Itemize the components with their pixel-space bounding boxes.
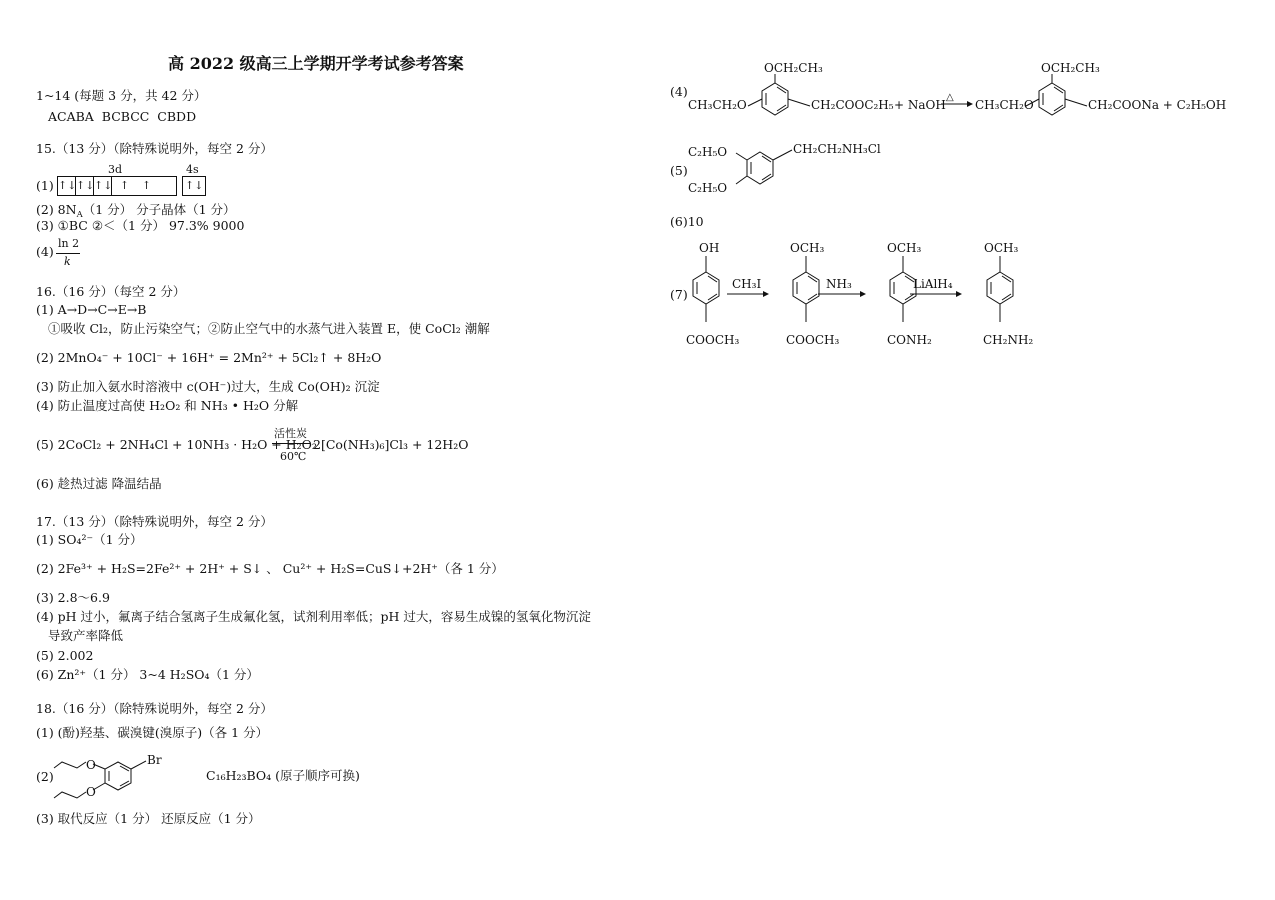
q15-header: 15.（13 分）（除特殊说明外，每空 2 分） (36, 141, 273, 156)
p7-bottom-2: COOCH₃ (786, 333, 840, 347)
q18-header: 18.（16 分）（除特殊说明外，每空 2 分） (36, 701, 273, 716)
p7-top-1: OH (699, 241, 720, 255)
fraction-denominator: k (64, 255, 71, 268)
q18-p7-scheme (660, 230, 1060, 360)
p7-bottom-4: CH₂NH₂ (983, 333, 1034, 347)
q18-p1: (1) (酚)羟基、碳溴键(溴原子)（各 1 分） (36, 725, 269, 740)
q18-p7-label: (7) (670, 287, 688, 302)
q18-p3: (3) 取代反应（1 分） 还原反应（1 分） (36, 811, 261, 826)
q18-p4-label: (4) (670, 84, 688, 99)
p7-reagent-2: NH₃ (826, 277, 852, 291)
p7-bottom-1: COOCH₃ (686, 333, 740, 347)
p5-side: CH₂CH₂NH₃Cl (793, 142, 881, 156)
bromine-label: Br (147, 753, 162, 767)
q16-p1: (1) A→D→C→E→B (36, 302, 147, 317)
q16-p4: (4) 防止温度过高使 H₂O₂ 和 NH₃ • H₂O 分解 (36, 398, 299, 413)
fraction-numerator: ln 2 (58, 237, 80, 250)
p7-compound-4 (983, 241, 1033, 347)
q17-p5: (5) 2.002 (36, 648, 94, 663)
p7-reagent-1: CH₃I (732, 277, 762, 291)
q17-p6: (6) Zn²⁺（1 分） 3~4 H₂SO₄（1 分） (36, 667, 259, 682)
p4-left-2: CH₃CH₂O (975, 98, 1034, 112)
p4-ethoxy-2: OCH₂CH₃ (1041, 61, 1100, 75)
p7-reagent-3: LiAlH₄ (913, 277, 953, 291)
orbital-cell: ↑↓ (94, 177, 112, 195)
q15-p2: (2) $8N_A(1$ 分） 分子晶体（1 分） (36, 202, 236, 220)
svg-text:O: O (86, 758, 96, 772)
q17-p3: (3) 2.8～6.9 (36, 590, 110, 605)
orbital-cell: ↑↓ (76, 177, 94, 195)
q17-p2: (2) 2Fe³⁺ + H₂S=2Fe²⁺ + 2H⁺ + S↓ 、 Cu²⁺ + H₂S=CuS↓+2H⁺（各 1 分） (36, 561, 504, 576)
page-title: 高 2022 级高三上学期开学考试参考答案 (168, 54, 464, 73)
q17-p1: (1) SO₄²⁻（1 分） (36, 532, 143, 547)
p4-ethoxy-1: OCH₂CH₃ (764, 61, 823, 75)
orbital-4s-label: 4s (186, 163, 199, 176)
orbital-cell: ↑↓ (185, 179, 204, 192)
q16-p2: (2) 2MnO₄⁻ + 10Cl⁻ + 16H⁺ = 2Mn²⁺ + 5Cl₂↑ + 8H₂O (36, 350, 382, 365)
orbital-3d-label: 3d (108, 163, 123, 176)
orbital-cell: ↑↓ (58, 177, 76, 195)
p5-substituent-b: C₂H₅O (688, 181, 728, 195)
q16-p5-left: (5) 2CoCl₂ + 2NH₄Cl + 10NH₃ · H₂O + H₂O₂ (36, 437, 317, 452)
p7-top-3: OCH₃ (887, 241, 922, 255)
orbital-cell: ↑ (141, 179, 152, 192)
reaction-equals-bar (272, 443, 310, 444)
q18-structure-bromide (0, 0, 204, 810)
q17-p4: (4) pH 过小，氟离子结合氢离子生成氟化氢，试剂利用率低；pH 过大，容易生成镍的氢氧化物沉淀 (36, 609, 591, 624)
q18-p4-equation (660, 50, 1230, 130)
svg-text:O: O (86, 785, 96, 799)
q18-p2-label: (2) (36, 769, 54, 784)
q15-p4-label: (4) (36, 244, 54, 259)
q16-p1b: ①吸收 Cl₂，防止污染空气；②防止空气中的水蒸气进入装置 E，使 CoCl₂ 潮解 (48, 321, 490, 336)
p4-delta: △ (946, 92, 954, 103)
q15-p3: (3) ①BC ②＜（1 分） 97.3% 9000 (36, 218, 245, 233)
mc-answers: ACABA BCBCC CBDD (48, 109, 197, 124)
reaction-condition-catalyst: 活性炭 (274, 427, 307, 440)
q18-p5-label: (5) (670, 163, 688, 178)
reaction-condition-temp: 60℃ (280, 450, 307, 463)
p4-side-1: CH₂COOC₂H₅ (811, 98, 894, 112)
q17-p4b: 导致产率降低 (48, 628, 124, 643)
p4-side-2: CH₂COONa + C₂H₅OH (1088, 98, 1227, 112)
p5-substituent-a: C₂H₅O (688, 145, 728, 159)
mc-header: 1~14 (每题 3 分，共 42 分） (36, 88, 207, 103)
q18-p2-formula: C₁₆H₂₃BO₄ (原子顺序可换) (206, 768, 360, 783)
p4-left-1: CH₃CH₂O (688, 98, 747, 112)
q18-p6: (6)10 (670, 214, 704, 229)
p7-bottom-3: CONH₂ (887, 333, 932, 347)
p4-naoh: + NaOH (894, 98, 946, 112)
q17-header: 17.（13 分）（除特殊说明外，每空 2 分） (36, 514, 273, 529)
q16-p5-right: 2[Co(NH₃)₆]Cl₃ + 12H₂O (313, 437, 469, 452)
p7-top-2: OCH₃ (790, 241, 825, 255)
q16-p6: (6) 趁热过滤 降温结晶 (36, 476, 162, 491)
orbital-cell: ↑ (119, 179, 130, 192)
q15-p1-label: (1) (36, 178, 54, 193)
q16-header: 16.（16 分）（每空 2 分） (36, 284, 186, 299)
q16-p3: (3) 防止加入氨水时溶液中 c(OH⁻)过大，生成 Co(OH)₂ 沉淀 (36, 379, 380, 394)
q18-p5-structure (660, 130, 900, 200)
p7-top-4: OCH₃ (984, 241, 1019, 255)
